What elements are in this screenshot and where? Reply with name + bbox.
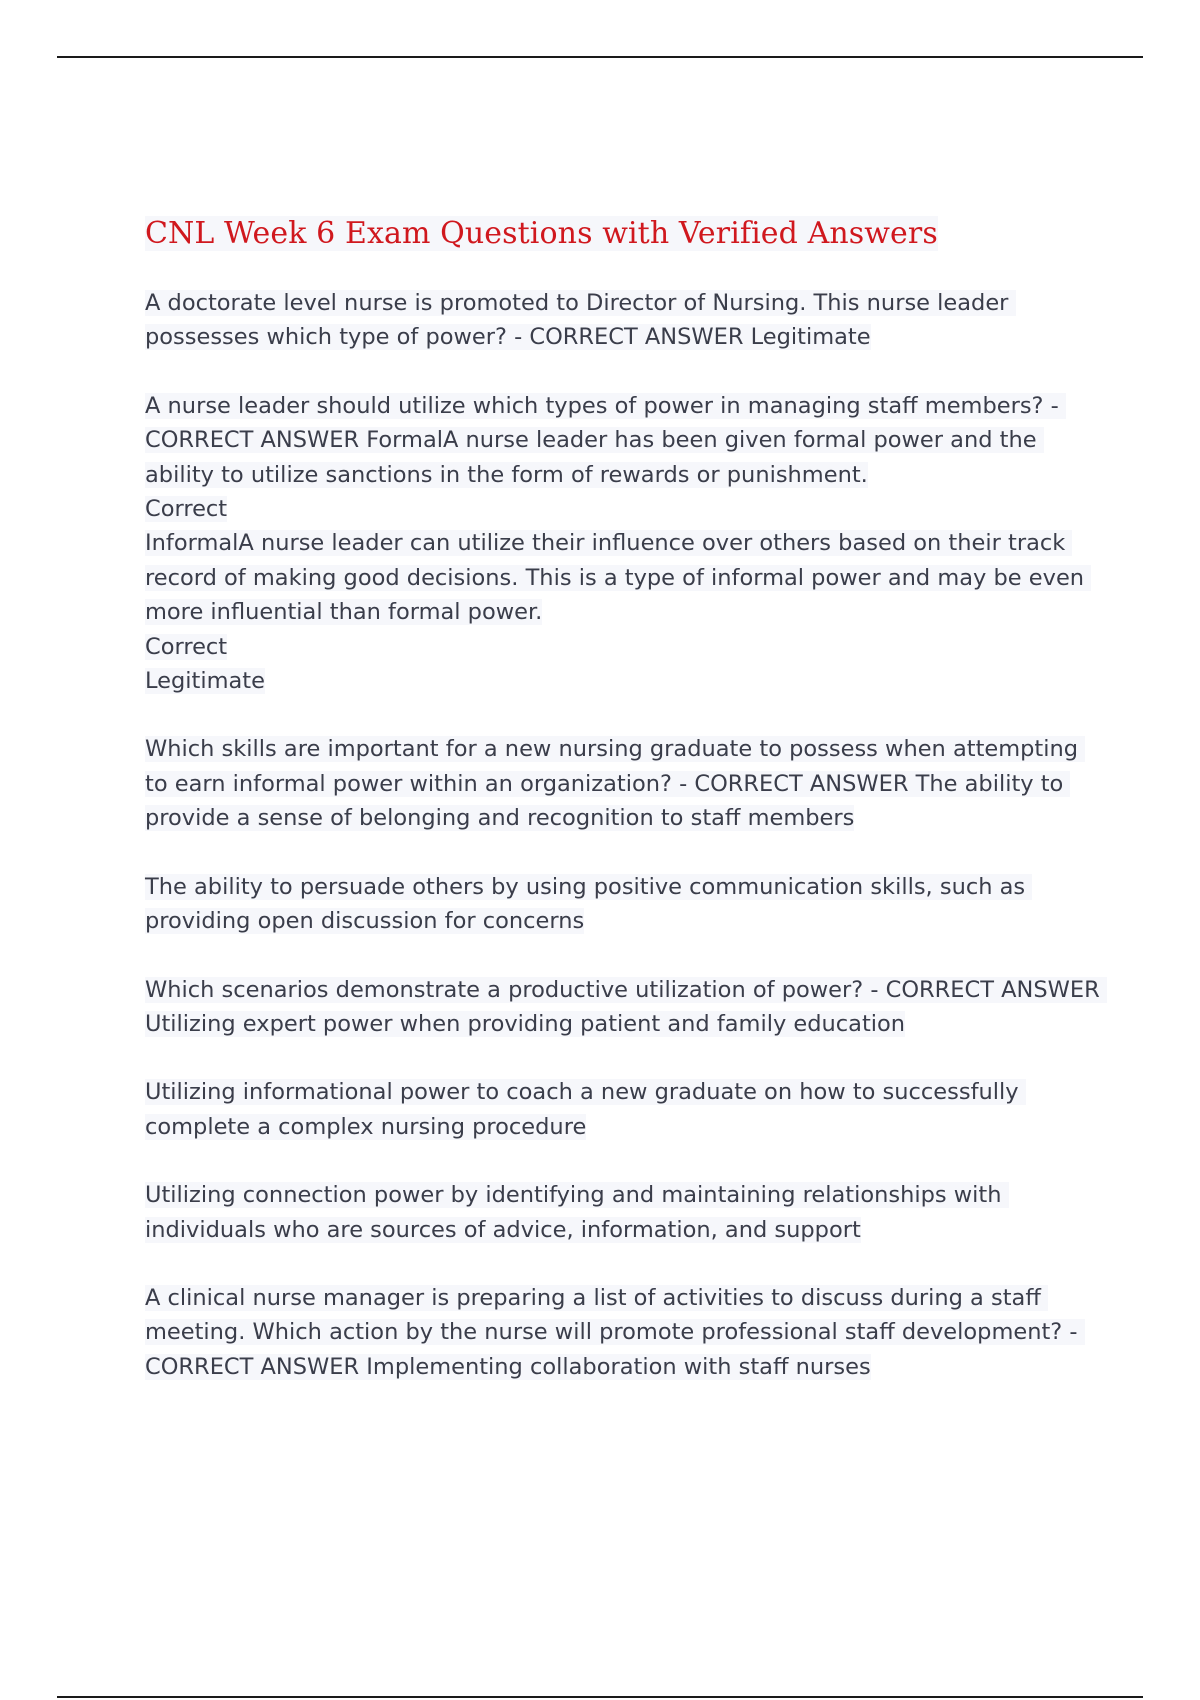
qa-paragraph-3: Which skills are important for a new nursing graduate to possess when attempting to earn informal power within an organization? - CORRECT ANSWER The ability to provide a sense of belonging and recognition to staff members bbox=[145, 736, 1086, 832]
qa-paragraph-7: Utilizing connection power by identifying and maintaining relationships with individuals who are sources of advice, information, and support bbox=[145, 1182, 1009, 1243]
qa-paragraph-4: The ability to persuade others by using positive communication skills, such as providing open discussion for concerns bbox=[145, 873, 1033, 935]
document-title bbox=[145, 212, 1105, 256]
document-title-text: CNL Week 6 Exam Questions with Verified Answers bbox=[145, 216, 938, 251]
footer-rule bbox=[57, 1696, 1143, 1698]
qa-paragraph-8: A clinical nurse manager is preparing a list of activities to discuss during a staff meeting. Which action by the nurse will promote professional staff development? - CORRECT ANSWER Implementing collaboration with staff nurses bbox=[145, 1284, 1085, 1380]
qa-paragraph-6: Utilizing informational power to coach a new graduate on how to successfully complete a complex nursing procedure bbox=[145, 1079, 1026, 1140]
qa-paragraph-2: A nurse leader should utilize which types of power in managing staff members? - CORRECT ANSWER FormalA nurse leader has been given formal power and the ability to utilize sanctions in the form of rewards or punishment. Correct InformalA nurse leader can utilize their influence over others based on their track record of making good decisions. This is a type of informal power and may be even more influential than formal power. Correct Legitimate bbox=[145, 389, 1105, 699]
qa-paragraph-1: A doctorate level nurse is promoted to Director of Nursing. This nurse leader possesses which type of power? - CORRECT ANSWER Legitimate bbox=[145, 290, 1016, 351]
qa-paragraph-5: Which scenarios demonstrate a productive utilization of power? - CORRECT ANSWER Utilizing expert power when providing patient and family education bbox=[145, 976, 1107, 1037]
document-body bbox=[145, 212, 1105, 1418]
header-rule bbox=[57, 56, 1143, 58]
